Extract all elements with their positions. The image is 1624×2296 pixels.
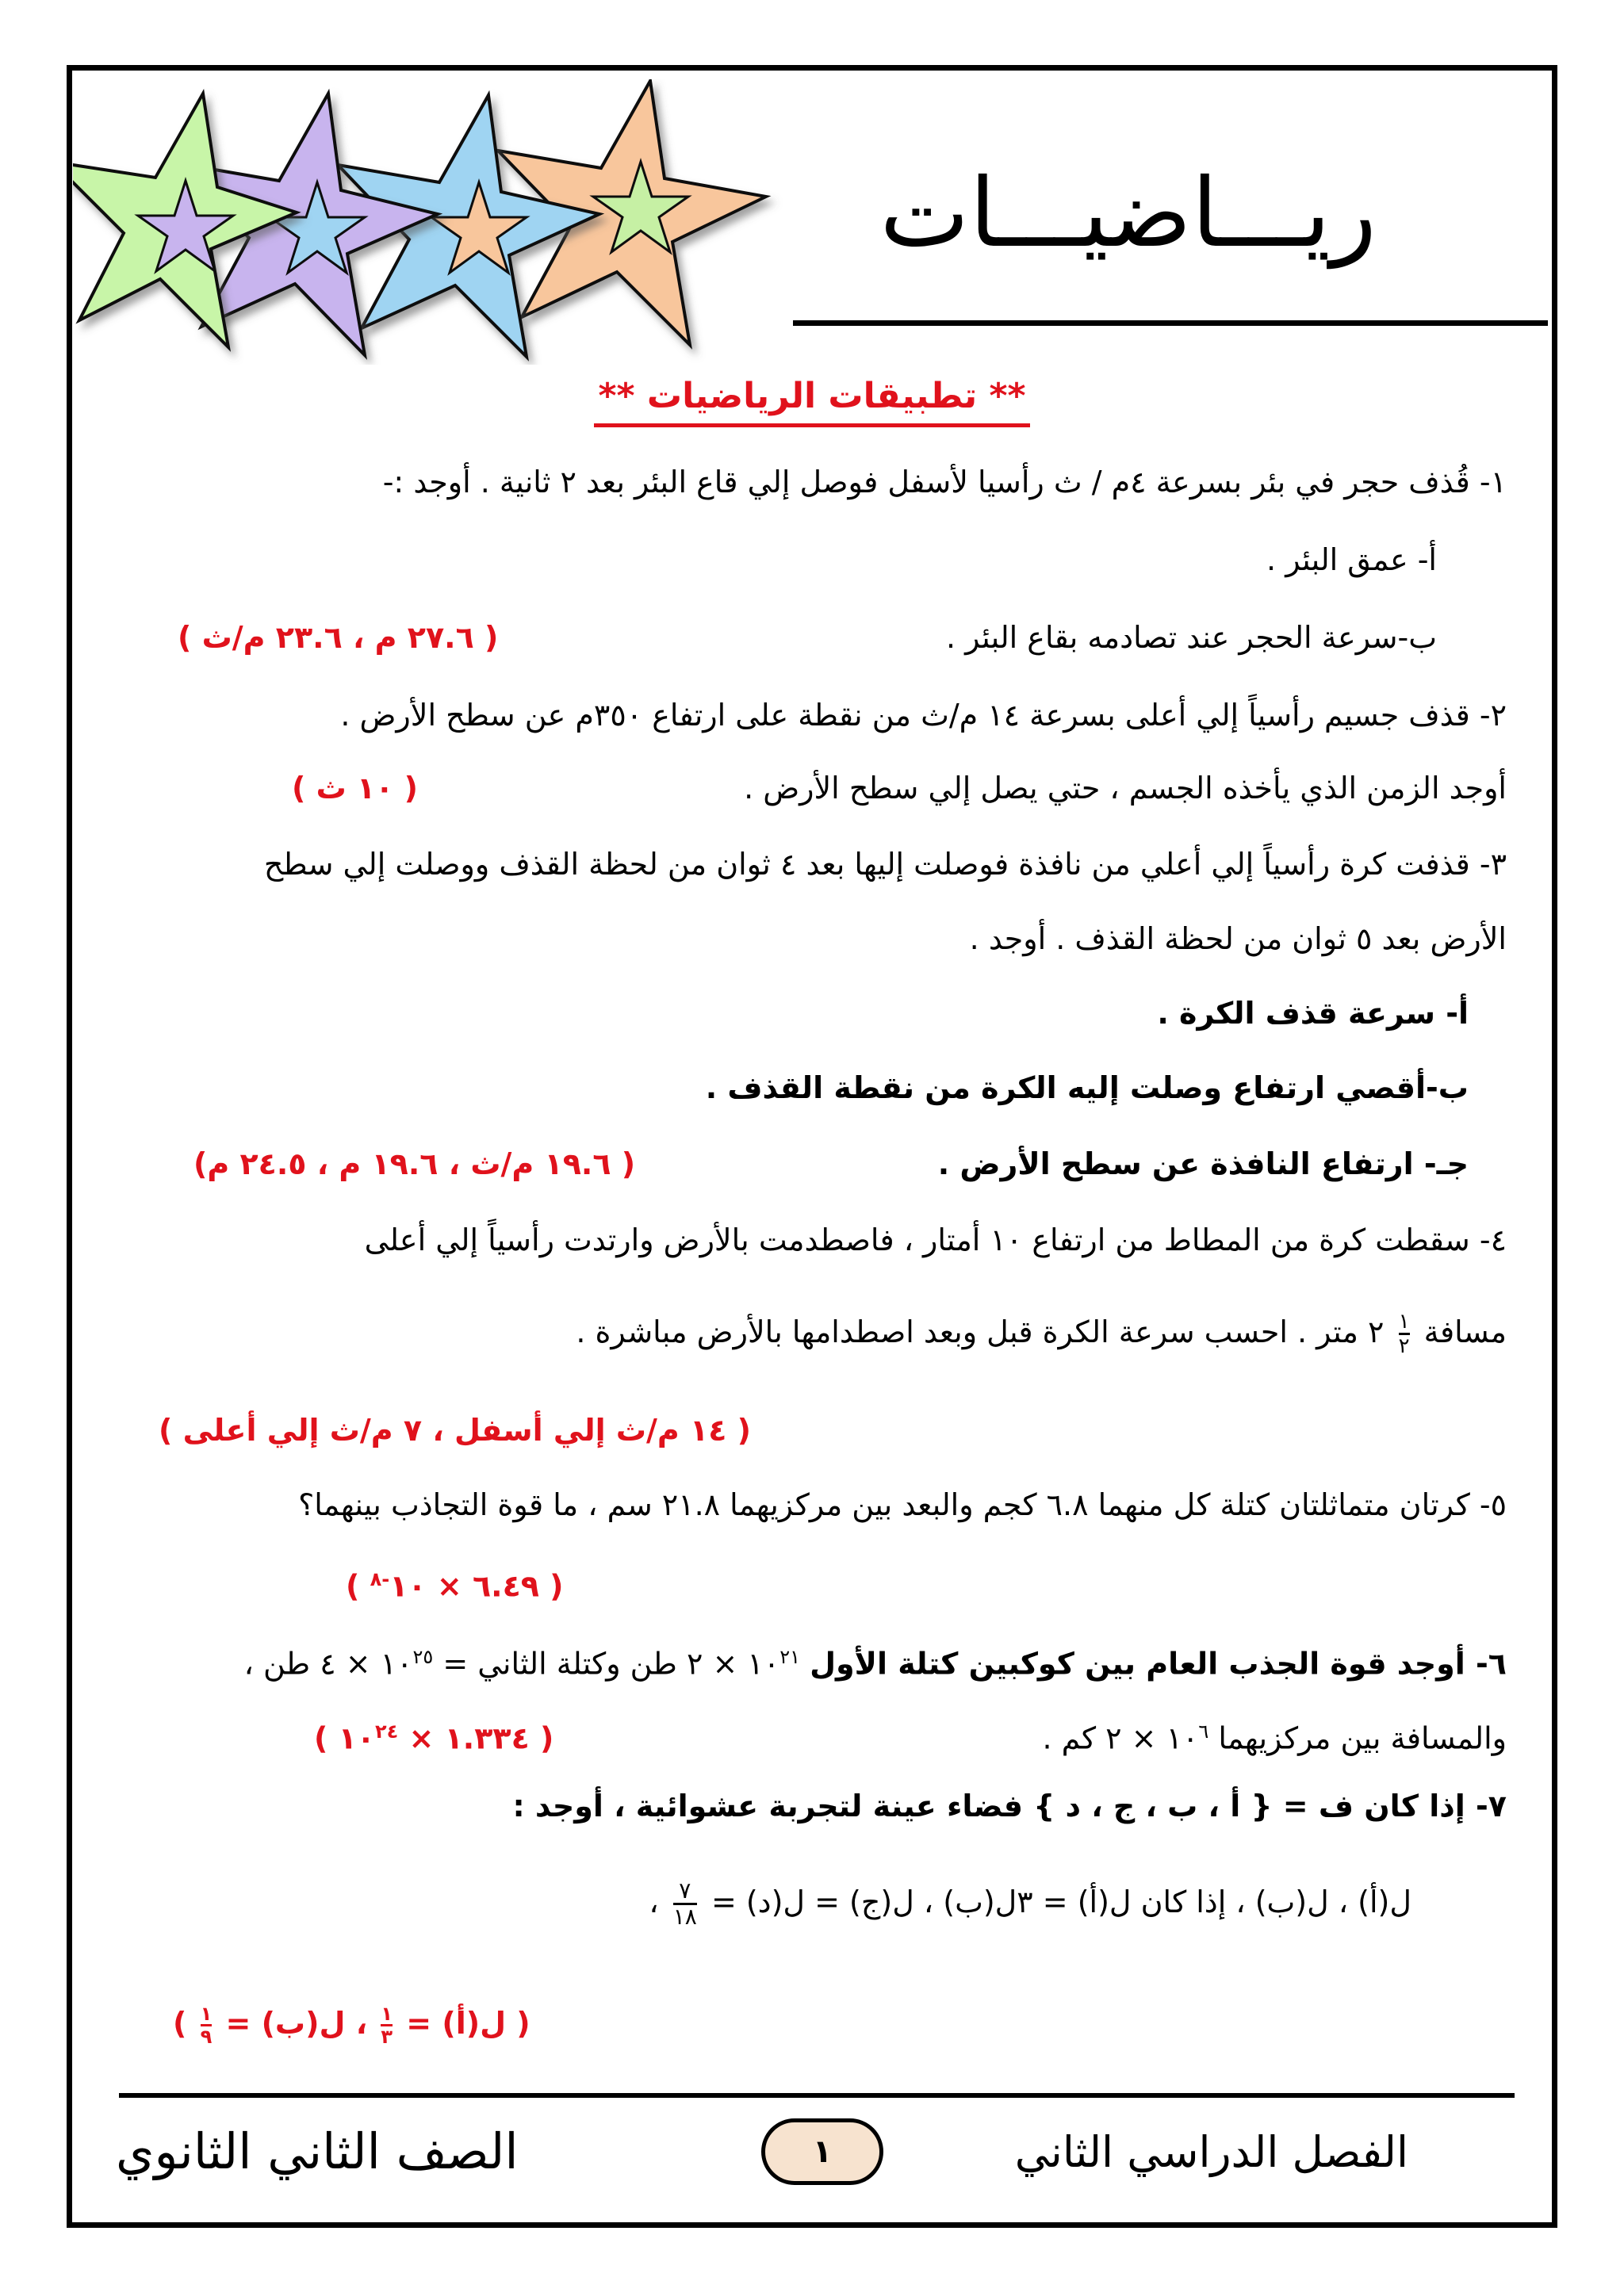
problem-6-line-2-b: × ٢ كم .	[1042, 1720, 1157, 1756]
header-rule	[793, 320, 1548, 326]
problem-4-line-1: ٤- سقطت كرة من المطاط من ارتفاع ١٠ أمتار ، فاصطدمت بالأرض وارتدت رأسياً إلي أعلى	[364, 1223, 1507, 1257]
problem-6-line-1-c: × ٢ طن وكتلة الثاني = ١٠	[380, 1646, 738, 1682]
problem-6-answer-exponent: ٢٤	[375, 1720, 399, 1743]
problem-7-answer-b: ، ل(ب) =	[225, 2006, 368, 2041]
problem-1-part-a: أ- عمق البئر .	[1266, 542, 1437, 577]
problem-7-fraction-den: ١٨	[672, 1904, 697, 1930]
problem-6-line-2-a: والمسافة بين مركزيهما ١٠	[1166, 1720, 1507, 1756]
green-star-icon	[73, 94, 297, 347]
problem-6-answer-base: ( ١.٣٣٤ × ١٠	[338, 1720, 554, 1756]
problem-4-fraction-den: ٢	[1398, 1334, 1410, 1358]
problem-1-line-1: ١- قُذف حجر في بئر بسرعة ٤م / ث رأسيا لأسفل فوصل إلي قاع البئر بعد ٢ ثانية . أوجد :-	[382, 465, 1507, 499]
problem-7-answer-b-den: ٩	[200, 2026, 213, 2048]
problem-5-answer	[346, 1557, 564, 1609]
problem-2-line-1: ٢- قذف جسيم رأسياً إلي أعلى بسرعة ١٤ م/ث من نقطة على ارتفاع ٣٥٠م عن سطح الأرض .	[340, 698, 1507, 733]
problem-7-line-1: ٧- إذا كان ف = { أ ، ب ، ج ، د } فضاء عينة لتجربة عشوائية ، أوجد :	[512, 1789, 1507, 1823]
problem-6-exp-1: ٢١	[779, 1646, 800, 1668]
problem-7-answer-b-fraction	[201, 2003, 213, 2047]
problem-6-answer	[314, 1709, 553, 1761]
problem-5-answer-base: ( ٦.٤٩ × ١٠	[389, 1568, 564, 1604]
problem-6-exp-2: ٢٥	[412, 1646, 434, 1668]
problem-6-line-1	[244, 1635, 1507, 1686]
page-number: ١	[761, 2118, 883, 2185]
problem-5-line-1: ٥- كرتان متماثلتان كتلة كل منهما ٦.٨ كجم والبعد بين مركزيهما ٢١.٨ سم ، ما قوة التجاذب بينهما؟	[298, 1487, 1507, 1522]
problem-3-line-2: الأرض بعد ٥ ثوان من لحظة القذف . أوجد .	[969, 921, 1507, 956]
problem-4-line-2-end: ٢ متر . احسب سرعة الكرة قبل وبعد اصطدامها بالأرض مباشرة .	[576, 1314, 1385, 1349]
problem-7-answer-a-num: ١	[381, 2003, 393, 2025]
problem-7-line-2-end: ،	[649, 1885, 659, 1919]
problem-1-answer: ( ٢٧.٦ م ، ٢٣.٦ م/ث )	[178, 620, 499, 655]
problem-3-part-a: أ- سرعة قذف الكرة .	[1157, 996, 1469, 1031]
problem-7-line-2-text: ل(أ) ، ل(ب) ، إذا كان ل(أ) = ٣ل(ب) ، ل(ج) = ل(د) =	[710, 1885, 1411, 1919]
problem-6-exp-3: ٦	[1198, 1720, 1209, 1743]
problem-3-part-c: جـ- ارتفاع النافذة عن سطح الأرض .	[937, 1146, 1469, 1181]
problem-4-fraction	[1399, 1311, 1410, 1357]
footer-grade: الصف الثاني الثانوي	[116, 2122, 519, 2180]
problem-4-fraction-num: ١	[1398, 1310, 1410, 1334]
problem-6-line-1-b: ١٠	[747, 1646, 780, 1682]
problem-3-part-b: ب-أقصي ارتفاع وصلت إليه الكرة من نقطة القذف .	[705, 1070, 1469, 1105]
problem-3-answer: ( ١٩.٦ م/ث ، ١٩.٦ م ، ٢٤.٥ م)	[193, 1146, 636, 1181]
problem-6-line-1-a: ٦- أوجد قوة الجذب العام بين كوكبين كتلة الأول	[810, 1646, 1507, 1682]
problem-7-answer-a-den: ٣	[381, 2026, 393, 2048]
problem-7-answer-a-fraction	[381, 2003, 393, 2047]
problem-7-fraction-num: ٧	[673, 1879, 697, 1905]
problem-5-answer-exponent: -٨	[370, 1568, 390, 1590]
problem-4-line-2-start: مسافة	[1423, 1314, 1507, 1349]
problem-2-answer: ( ١٠ ث )	[292, 771, 419, 806]
problem-3-line-1: ٣- قذفت كرة رأسياً إلي أعلي من نافذة فوصلت إليها بعد ٤ ثوان من لحظة القذف ووصلت إلي سطح	[263, 847, 1507, 882]
footer-term: الفصل الدراسي الثاني	[1014, 2127, 1408, 2177]
problem-7-answer-b-num: ١	[200, 2003, 213, 2025]
problem-2-line-2: أوجد الزمن الذي يأخذه الجسم ، حتي يصل إلي سطح الأرض .	[744, 771, 1507, 806]
problem-7-answer	[173, 2001, 530, 2047]
problem-1-part-b: ب-سرعة الحجر عند تصادمه بقاع البئر .	[946, 620, 1437, 655]
problem-4-line-2	[576, 1310, 1507, 1357]
problem-4-answer: ( ١٤ م/ث إلي أسفل ، ٧ م/ث إلي أعلى )	[159, 1413, 751, 1448]
problem-7-fraction	[673, 1879, 697, 1929]
problem-7-line-2	[649, 1879, 1411, 1929]
problem-5-answer-close: )	[346, 1568, 360, 1604]
footer-rule	[119, 2093, 1515, 2098]
problem-7-answer-close: )	[173, 2006, 187, 2041]
problem-6-line-2	[1043, 1709, 1507, 1761]
problem-7-answer-a: ( ل(أ) =	[406, 2006, 530, 2041]
stars-decoration	[73, 79, 850, 365]
header-title: ريـــاضيـــات	[879, 159, 1377, 269]
problem-6-answer-close: )	[314, 1720, 328, 1756]
section-title-text: ** تطبيقات الرياضيات **	[594, 373, 1031, 427]
problem-6-line-1-d: × ٤ طن ،	[243, 1646, 371, 1682]
section-title	[0, 373, 1624, 427]
